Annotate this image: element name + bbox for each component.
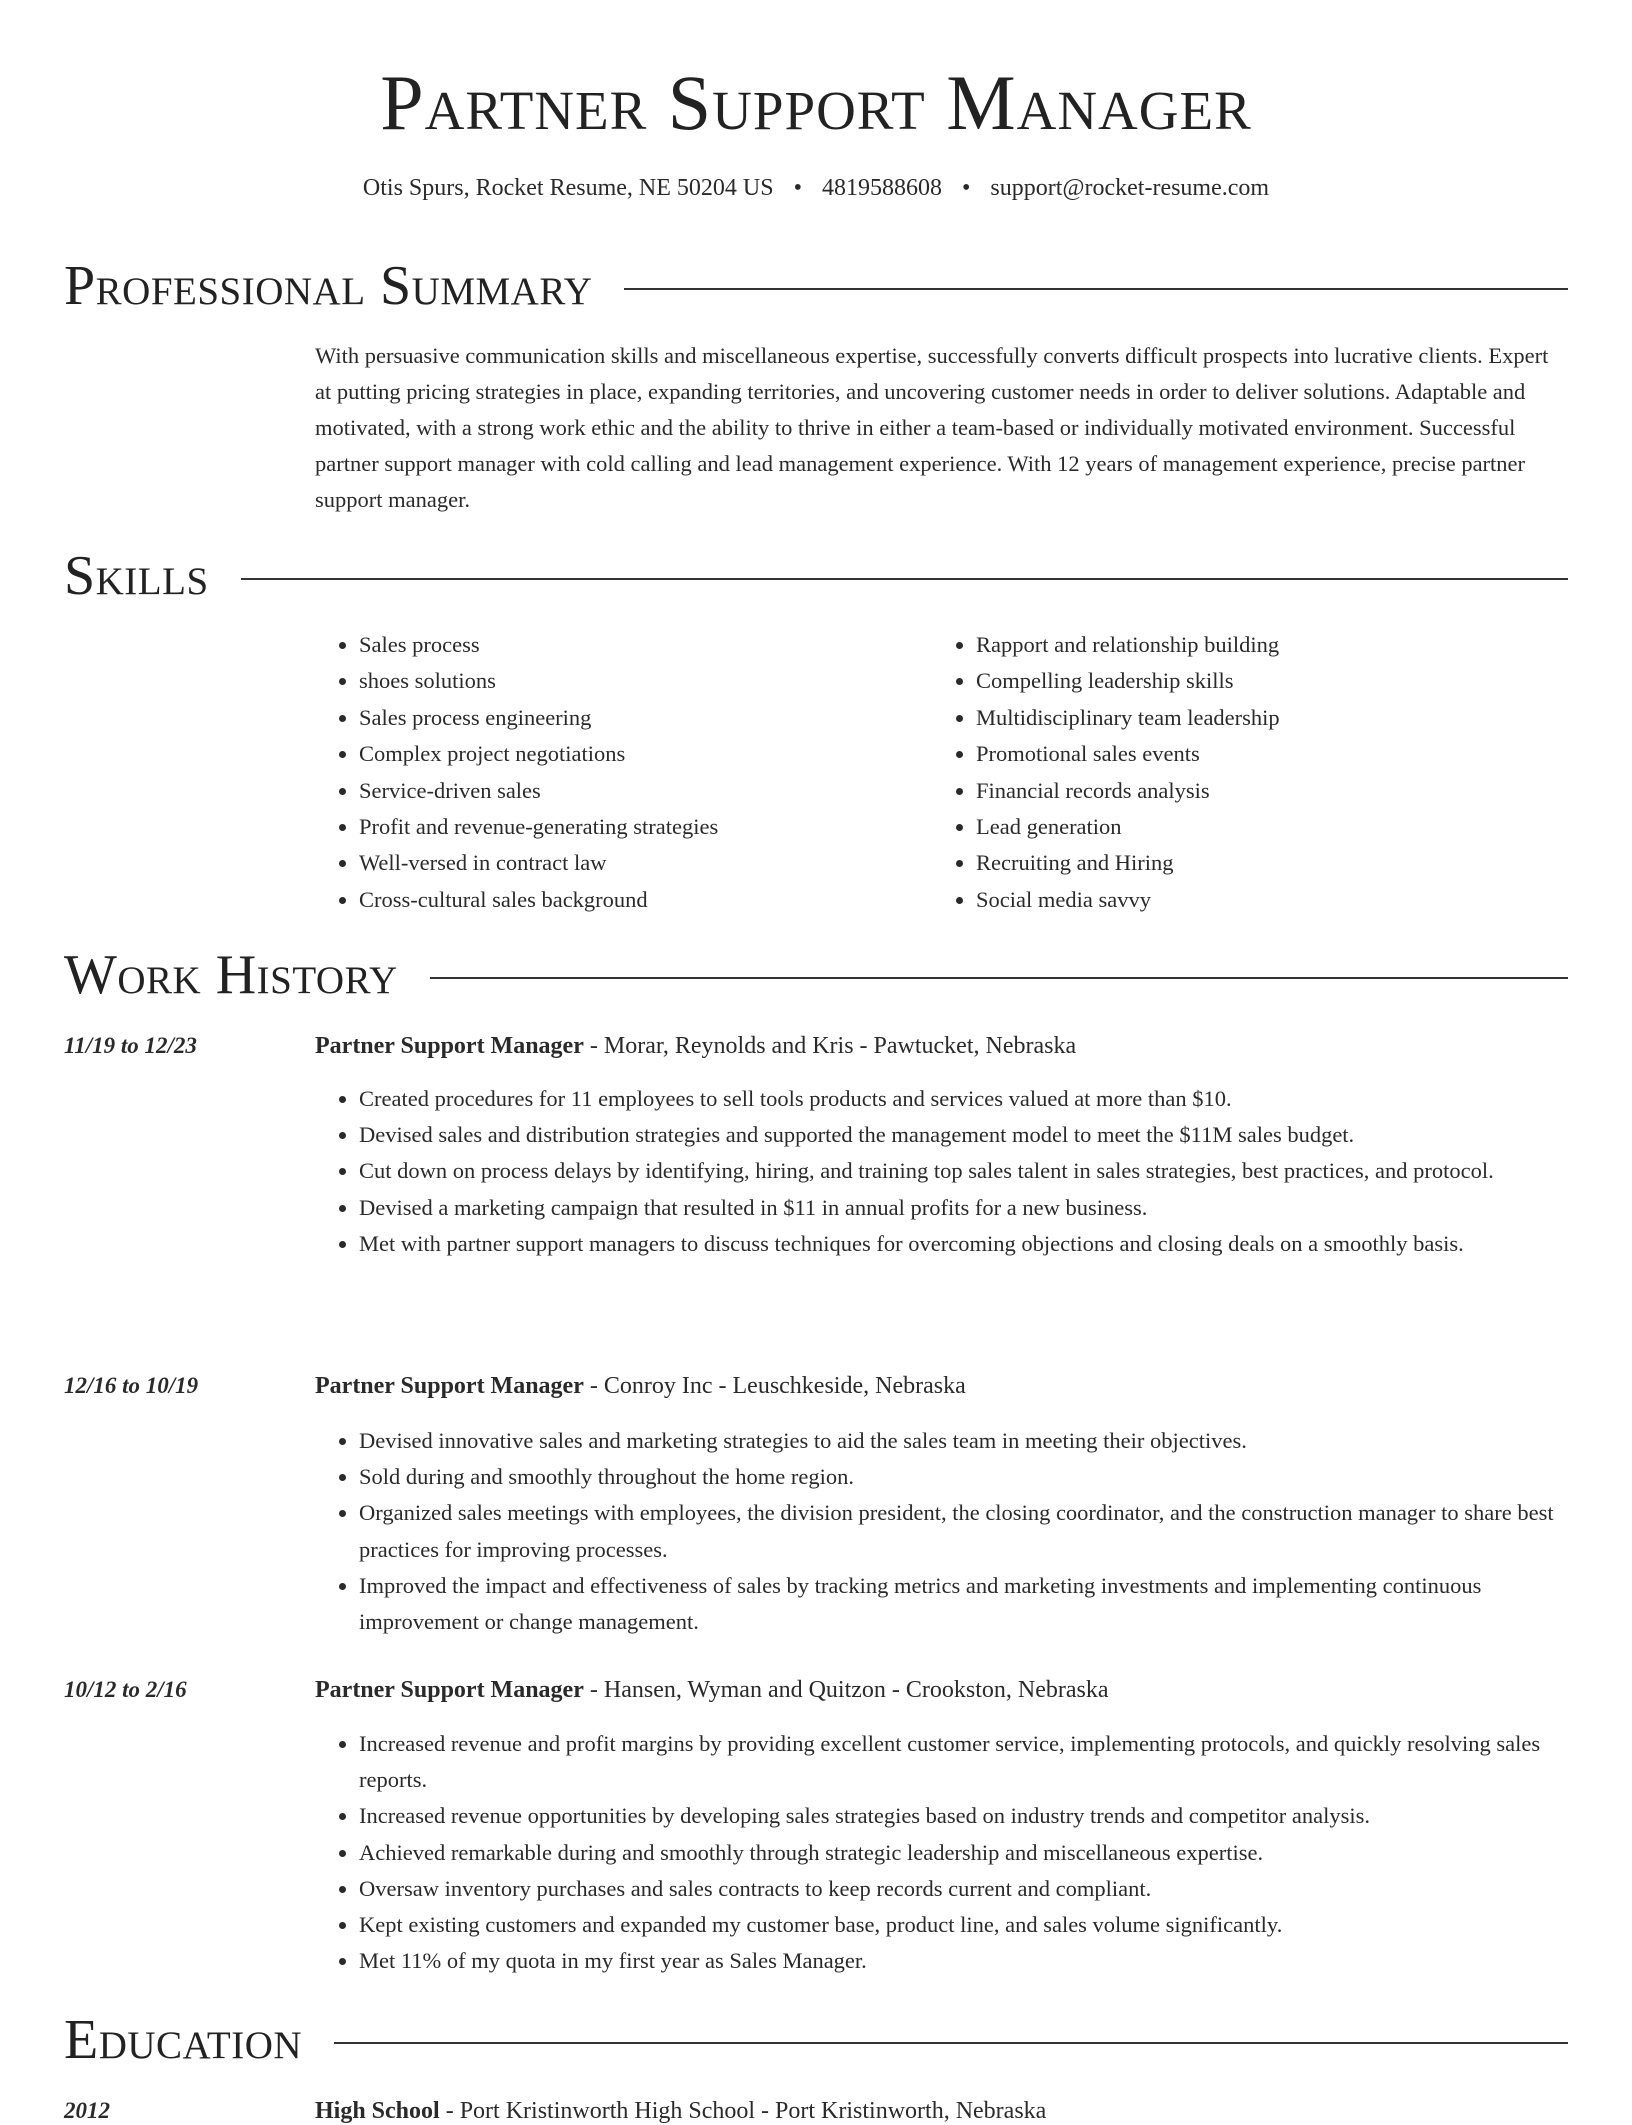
- skills-list-left: [315, 627, 919, 918]
- work-section-heading: [64, 944, 1568, 1006]
- job-bullet-list: [315, 1726, 1568, 1979]
- job-role: Partner Support Manager: [315, 1677, 584, 1703]
- job-bullet: • Created procedures for 11 employees to sell tools products and services valued at more than $10.: [359, 1081, 1568, 1117]
- section-divider: [241, 578, 1568, 580]
- skill-item: • Rapport and relationship building: [976, 627, 1576, 663]
- section-divider: [334, 2042, 1568, 2044]
- skill-item: • Service-driven sales: [359, 773, 919, 809]
- job-bullet-list: [315, 1081, 1568, 1262]
- skill-item: • Profit and revenue-generating strategies: [359, 809, 919, 845]
- summary-heading: Professional Summary: [64, 255, 593, 317]
- skill-item: • Sales process engineering: [359, 700, 919, 736]
- skill-item: • Recruiting and Hiring: [976, 845, 1576, 881]
- contact-email: support@rocket-resume.com: [990, 175, 1270, 201]
- contact-separator: •: [961, 175, 971, 201]
- job-employer: - Morar, Reynolds and Kris - Pawtucket, Nebraska: [583, 1033, 1077, 1059]
- job-employer: - Hansen, Wyman and Quitzon - Crookston, Nebraska: [583, 1677, 1109, 1703]
- job-bullet: • Achieved remarkable during and smoothly through strategic leadership and miscellaneous expertise.: [359, 1835, 1568, 1871]
- job-dates: 12/16 to 10/19: [64, 1373, 199, 1398]
- section-divider: [624, 288, 1568, 290]
- skills-list-right: [932, 627, 1576, 918]
- skill-item: • Cross-cultural sales background: [359, 882, 919, 918]
- skill-item: • Lead generation: [976, 809, 1576, 845]
- job-role: Partner Support Manager: [315, 1033, 584, 1059]
- job-bullet: • Met with partner support managers to discuss techniques for overcoming objections and closing deals on a smoothly basis.: [359, 1226, 1568, 1262]
- job-bullet: • Kept existing customers and expanded my customer base, product line, and sales volume significantly.: [359, 1907, 1568, 1943]
- skills-section-heading: [64, 545, 1568, 607]
- job-bullet: • Improved the impact and effectiveness of sales by tracking metrics and marketing investments and implementing continuous improvement or change management.: [359, 1568, 1568, 1640]
- job-bullet: • Devised innovative sales and marketing strategies to aid the sales team in meeting their objectives.: [359, 1423, 1568, 1459]
- contact-address: Otis Spurs, Rocket Resume, NE 50204 US: [362, 175, 774, 201]
- job-bullet-list: [315, 1423, 1568, 1640]
- skill-item: • Social media savvy: [976, 882, 1576, 918]
- job-header: [315, 1677, 1568, 1704]
- job-bullet: • Oversaw inventory purchases and sales contracts to keep records current and compliant.: [359, 1871, 1568, 1907]
- job-bullet: • Increased revenue and profit margins by providing excellent customer service, implementing protocols, and quickly resolving sales reports.: [359, 1726, 1568, 1798]
- contact-separator: •: [793, 175, 802, 201]
- skills-heading: Skills: [64, 545, 209, 607]
- resume-title: Partner Support Manager: [380, 59, 1252, 146]
- skill-item: • Sales process: [359, 627, 919, 663]
- summary-section-heading: [64, 255, 1568, 317]
- skill-item: • Well-versed in contract law: [359, 845, 919, 881]
- job-dates: 11/19 to 12/23: [64, 1033, 197, 1058]
- job-header: [315, 1373, 1568, 1400]
- job-employer: - Conroy Inc - Leuschkeside, Nebraska: [583, 1373, 966, 1399]
- job-bullet: • Sold during and smoothly throughout the home region.: [359, 1459, 1568, 1495]
- contact-line: [0, 175, 1632, 202]
- skill-item: • Compelling leadership skills: [976, 663, 1576, 699]
- job-bullet: • Met 11% of my quota in my first year as Sales Manager.: [359, 1943, 1568, 1979]
- education-section-heading: [64, 2009, 1568, 2071]
- job-role: Partner Support Manager: [315, 1373, 584, 1399]
- job-bullet: • Cut down on process delays by identifying, hiring, and training top sales talent in sales strategies, best practices, and protocol.: [359, 1153, 1568, 1189]
- skill-item: • shoes solutions: [359, 663, 919, 699]
- summary-text: With persuasive communication skills and miscellaneous expertise, successfully converts difficult prospects into lucrative clients. Expert at putting pricing strategies in place, expanding territories, and uncovering customer needs in order to deliver solutions. Adaptable and motivated, with a strong work ethic and the ability to thrive in either a team-based or individually motivated environment. Successful partner support manager with cold calling and lead management experience. With 12 years of management experience, precise partner support manager.: [315, 343, 1549, 512]
- skill-item: • Promotional sales events: [976, 736, 1576, 772]
- skill-item: • Multidisciplinary team leadership: [976, 700, 1576, 736]
- education-degree: High School: [315, 2098, 440, 2124]
- skill-item: • Complex project negotiations: [359, 736, 919, 772]
- work-heading: Work History: [64, 944, 398, 1006]
- section-divider: [430, 977, 1568, 979]
- skill-item: • Financial records analysis: [976, 773, 1576, 809]
- education-heading: Education: [64, 2009, 303, 2071]
- job-bullet: • Devised sales and distribution strategies and supported the management model to meet the $11M sales budget.: [359, 1117, 1568, 1153]
- job-bullet: • Organized sales meetings with employees, the division president, the closing coordinator, and the construction manager to share best practices for improving processes.: [359, 1495, 1568, 1567]
- education-school: - Port Kristinworth High School - Port Kristinworth, Nebraska: [439, 2098, 1047, 2124]
- education-year: 2012: [64, 2098, 110, 2123]
- job-bullet: • Devised a marketing campaign that resulted in $11 in annual profits for a new business.: [359, 1190, 1568, 1226]
- job-bullet: • Increased revenue opportunities by developing sales strategies based on industry trends and competitor analysis.: [359, 1798, 1568, 1834]
- contact-phone: 4819588608: [821, 175, 942, 201]
- job-dates: 10/12 to 2/16: [64, 1677, 187, 1702]
- job-header: [315, 1033, 1568, 1060]
